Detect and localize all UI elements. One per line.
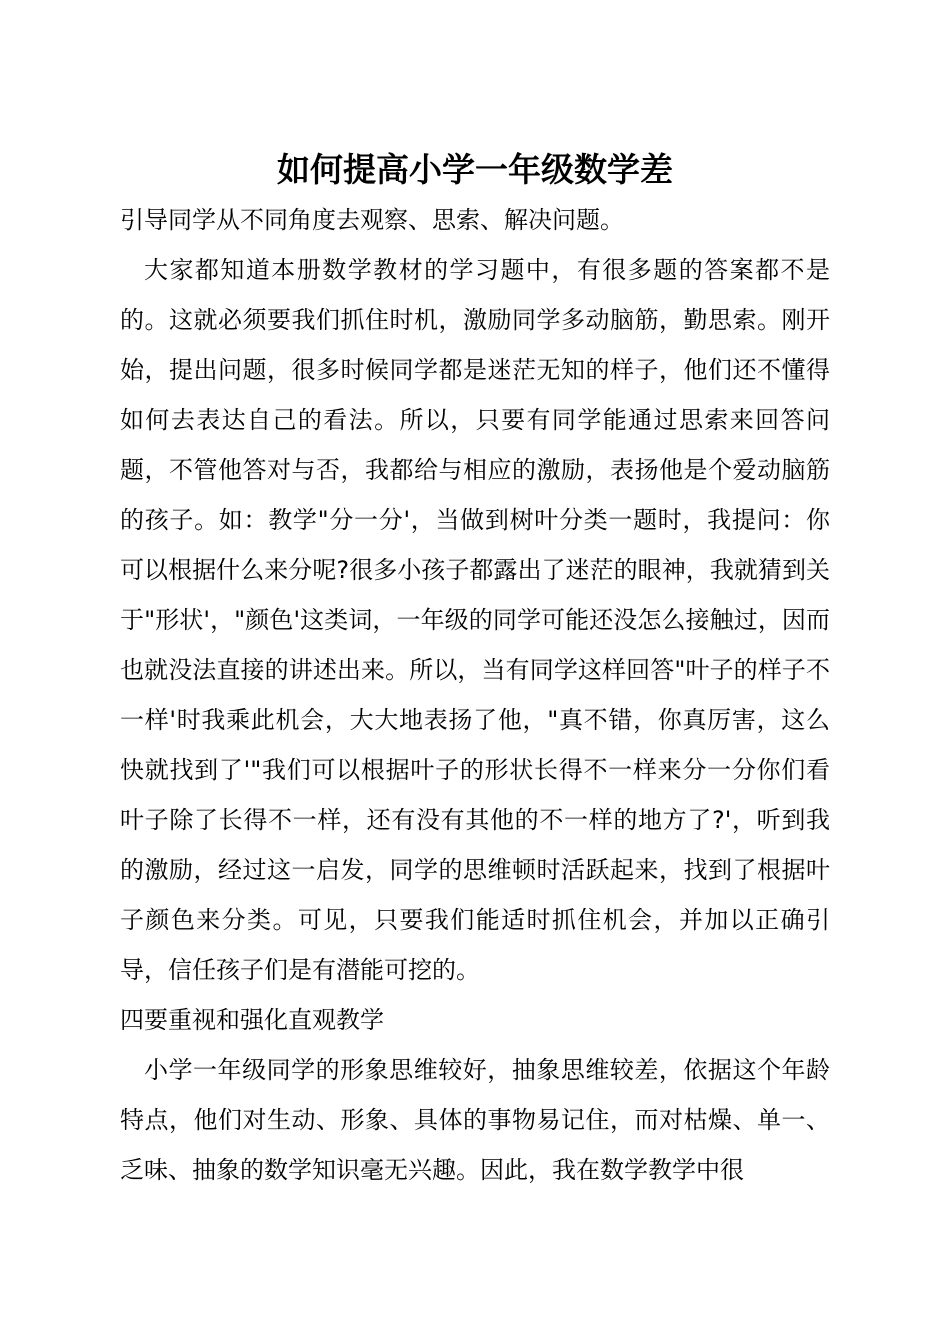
paragraph-encouragement: 大家都知道本册数学教材的学习题中，有很多题的答案都不是的。这就必须要我们抓住时机，激励同学多动脑筋，勤思索。刚开始，提出问题，很多时候同学都是迷茫无知的样子，他们还不懂得如何去表达自己的看法。所以，只要有同学能通过思索来回答问题，不管他答对与否，我都给与相应的激励，表扬他是个爱动脑筋的孩子。如：教学"分一分'，当做到树叶分类一题时，我提问：你可以根据什么来分呢?很多小孩子都露出了迷茫的眼神，我就猜到关于"形状'，"颜色'这类词，一年级的同学可能还没怎么接触过，因而也就没法直接的讲述出来。所以，当有同学这样回答"叶子的样子不一样'时我乘此机会，大大地表扬了他，"真不错，你真厉害，这么快就找到了'"我们可以根据叶子的形状长得不一样来分一分你们看叶子除了长得不一样，还有没有其他的不一样的地方了?'，听到我的激励，经过这一启发，同学的思维顿时活跃起来，找到了根据叶子颜色来分类。可见，只要我们能适时抓住机会，并加以正确引导，信任孩子们是有潜能可挖的。 [120, 256, 830, 984]
document-title: 如何提高小学一年级数学差 [277, 150, 673, 189]
document-body [120, 195, 830, 1195]
paragraph-visual-teaching: 小学一年级同学的形象思维较好，抽象思维较差，依据这个年龄特点，他们对生动、形象、具体的事物易记住，而对枯燥、单一、乏味、抽象的数学知识毫无兴趣。因此，我在数学教学中很 [120, 1056, 830, 1184]
paragraph-intro: 引导同学从不同角度去观察、思索、解决问题。 [120, 206, 624, 234]
section-heading: 四要重视和强化直观教学 [120, 1006, 384, 1034]
